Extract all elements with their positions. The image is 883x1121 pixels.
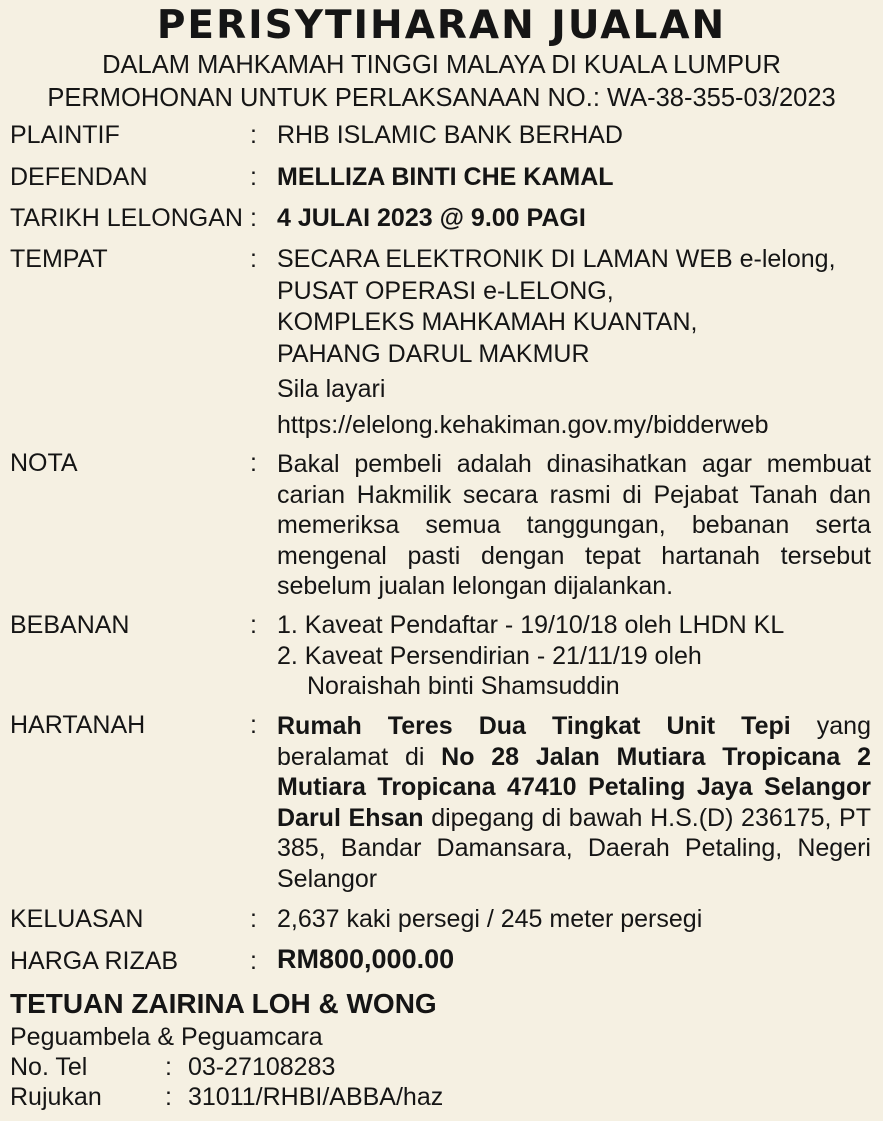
harga-rizab-value: RM800,000.00 bbox=[277, 944, 455, 974]
nota-text: Bakal pembeli adalah dinasihatkan agar membuat carian Hakmilik secara rasmi di Pejabat Tanah dan memeriksa semua tanggungan, bebanan serta mengenal pasti dengan tepat hartanah tersebut sebelum jualan lelongan dijalankan. bbox=[277, 450, 871, 600]
tempat-line-3: KOMPLEKS MAHKAMAH KUANTAN, bbox=[277, 308, 698, 336]
bebanan-list bbox=[277, 610, 871, 702]
hartanah-address: No 28 Jalan Mutiara Tropicana 2 Mutiara Tropicana 47410 Petaling Jaya Selangor Darul Ehsan bbox=[277, 742, 871, 832]
tempat-line-4: PAHANG DARUL MAKMUR bbox=[277, 339, 590, 368]
tempat-line-5: Sila layari bbox=[277, 375, 386, 403]
tel-label: No. Tel bbox=[10, 1053, 88, 1081]
ref-label: Rujukan bbox=[10, 1083, 102, 1111]
bebanan-item-1: 1. Kaveat Pendaftar - 19/10/18 oleh LHDN KL bbox=[277, 611, 785, 639]
tempat-colon: : bbox=[250, 245, 257, 273]
nota-colon: : bbox=[250, 449, 257, 477]
tarikh-lelongan-colon: : bbox=[250, 204, 257, 232]
tel-colon: : bbox=[165, 1053, 172, 1081]
tempat-value bbox=[277, 244, 871, 441]
ref-value: 31011/RHBI/ABBA/haz bbox=[188, 1083, 444, 1111]
defendan-label: DEFENDAN bbox=[10, 163, 148, 191]
hartanah-label: HARTANAH bbox=[10, 711, 146, 739]
harga-rizab-label: HARGA RIZAB bbox=[10, 947, 179, 975]
hartanah-type: Rumah Teres Dua Tingkat Unit Tepi bbox=[277, 712, 791, 740]
tempat-label: TEMPAT bbox=[10, 245, 108, 273]
hartanah-description bbox=[277, 711, 871, 894]
keluasan-label: KELUASAN bbox=[10, 905, 144, 933]
plaintif-label: PLAINTIF bbox=[10, 121, 120, 149]
tempat-line-2: PUSAT OPERASI e-LELONG, bbox=[277, 276, 614, 305]
bebanan-colon: : bbox=[250, 611, 257, 639]
tarikh-lelongan-value: 4 JULAI 2023 @ 9.00 PAGI bbox=[277, 204, 586, 232]
keluasan-colon: : bbox=[250, 905, 257, 933]
tempat-url: https://elelong.kehakiman.gov.my/bidderweb bbox=[277, 410, 769, 439]
law-firm-name: TETUAN ZAIRINA LOH & WONG bbox=[10, 988, 437, 1019]
tel-value: 03-27108283 bbox=[188, 1053, 336, 1081]
defendan-value: MELLIZA BINTI CHE KAMAL bbox=[277, 163, 614, 191]
nota-label: NOTA bbox=[10, 449, 78, 477]
plaintif-colon: : bbox=[250, 121, 257, 149]
keluasan-value: 2,637 kaki persegi / 245 meter persegi bbox=[277, 905, 703, 933]
ref-colon: : bbox=[165, 1083, 172, 1111]
tempat-line-1: SECARA ELEKTRONIK DI LAMAN WEB e-lelong, bbox=[277, 245, 836, 273]
defendan-colon: : bbox=[250, 163, 257, 191]
court-name: DALAM MAHKAMAH TINGGI MALAYA DI KUALA LUMPUR bbox=[102, 51, 781, 79]
hartanah-text-1: yang beralamat di bbox=[277, 712, 871, 771]
application-number: PERMOHONAN UNTUK PERLAKSANAAN NO.: WA-38-355-03/2023 bbox=[47, 84, 836, 112]
bebanan-item-2: 2. Kaveat Persendirian - 21/11/19 oleh bbox=[277, 641, 702, 670]
bebanan-item-2-cont: Noraishah binti Shamsuddin bbox=[307, 672, 620, 700]
harga-rizab-colon: : bbox=[250, 947, 257, 975]
plaintif-value: RHB ISLAMIC BANK BERHAD bbox=[277, 121, 623, 149]
tarikh-lelongan-label: TARIKH LELONGAN bbox=[10, 204, 243, 232]
hartanah-text-2: dipegang di bawah H.S.(D) 236175, PT 385, Bandar Damansara, Daerah Petaling, Negeri Selangor bbox=[277, 803, 871, 893]
bebanan-label: BEBANAN bbox=[10, 611, 130, 639]
law-firm-role: Peguambela & Peguamcara bbox=[10, 1023, 323, 1051]
notice-title: PERISYTIHARAN JUALAN bbox=[156, 3, 727, 48]
hartanah-colon: : bbox=[250, 711, 257, 739]
